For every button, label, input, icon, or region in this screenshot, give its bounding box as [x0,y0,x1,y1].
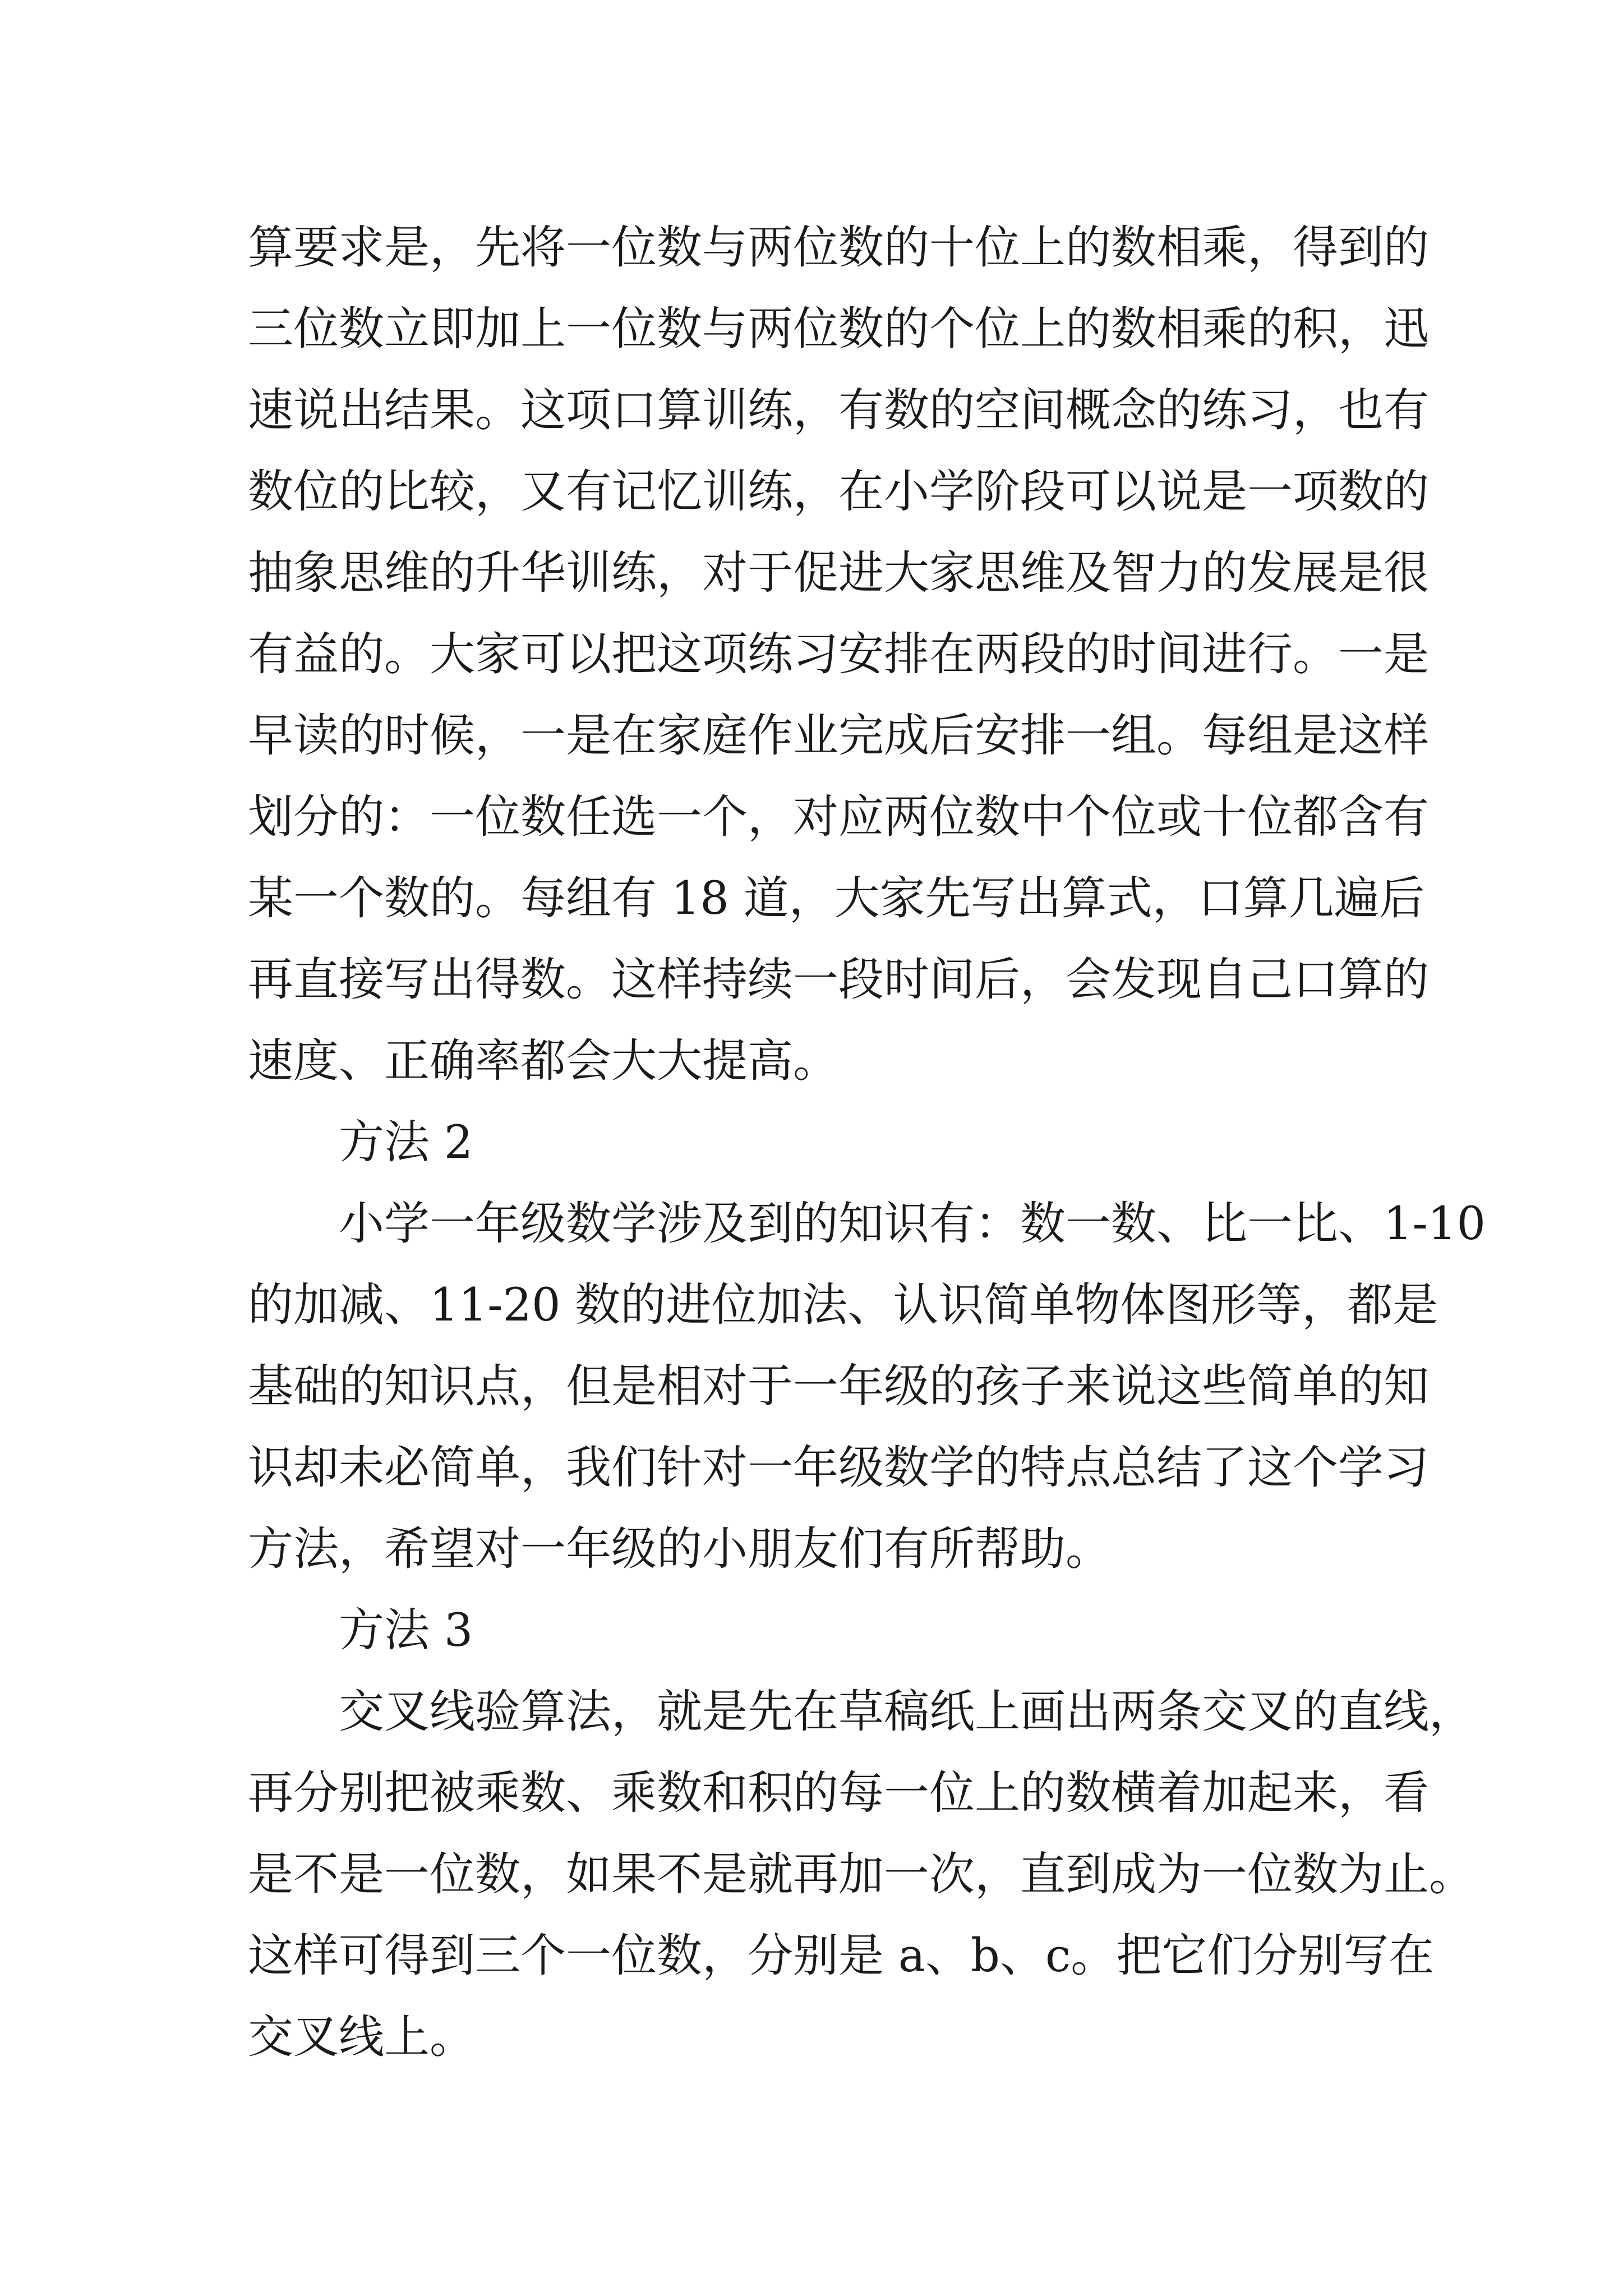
text-line: 划分的：一位数任选一个，对应两位数中个位或十位都含有 [248,791,1430,844]
section-heading-method-2: 方法 2 [339,1116,473,1169]
text-line: 数位的比较，又有记忆训练，在小学阶段可以说是一项数的 [248,466,1430,518]
text-line: 方法，希望对一年级的小朋友们有所帮助。 [248,1523,1112,1576]
text-line: 的加减、11-20 数的进位加法、认识简单物体图形等，都是 [248,1279,1438,1332]
text-line: 这样可得到三个一位数，分别是 a、b、c。把它们分别写在 [248,1930,1435,1982]
text-line: 速度、正确率都会大大提高。 [248,1035,839,1088]
paragraph-oral-calc [248,208,1430,1102]
text-line: 三位数立即加上一位数与两位数的个位上的数相乘的积，迅 [248,303,1430,356]
text-line: 速说出结果。这项口算训练，有数的空间概念的练习，也有 [248,384,1430,437]
text-line: 识却未必简单，我们针对一年级数学的特点总结了这个学习 [248,1442,1430,1494]
text-line: 早读的时候，一是在家庭作业完成后安排一组。每组是这样 [248,710,1430,762]
section-heading-method-3: 方法 3 [339,1604,473,1657]
text-line: 基础的知识点，但是相对于一年级的孩子来说这些简单的知 [248,1360,1430,1413]
text-line: 交叉线上。 [248,2011,476,2064]
text-line: 再分别把被乘数、乘数和积的每一位上的数横着加起来，看 [248,1767,1430,1820]
text-line: 再直接写出得数。这样持续一段时间后，会发现自己口算的 [248,954,1430,1006]
text-line: 交叉线验算法，就是先在草稿纸上画出两条交叉的直线， [339,1686,1475,1738]
text-line: 抽象思维的升华训练，对于促进大家思维及智力的发展是很 [248,547,1430,600]
text-line: 小学一年级数学涉及到的知识有：数一数、比一比、1-10 [339,1198,1486,1250]
text-line: 有益的。大家可以把这项练习安排在两段的时间进行。一是 [248,628,1430,681]
text-line: 是不是一位数，如果不是就再加一次，直到成为一位数为止。 [248,1848,1475,1901]
paragraph-grade-one-math [248,1184,1486,1590]
text-line: 某一个数的。每组有 18 道，大家先写出算式，口算几遍后 [248,872,1425,925]
paragraph-cross-line-check [248,1672,1475,2078]
document-body [248,208,1486,2078]
text-line: 算要求是，先将一位数与两位数的十位上的数相乘，得到的 [248,222,1430,274]
